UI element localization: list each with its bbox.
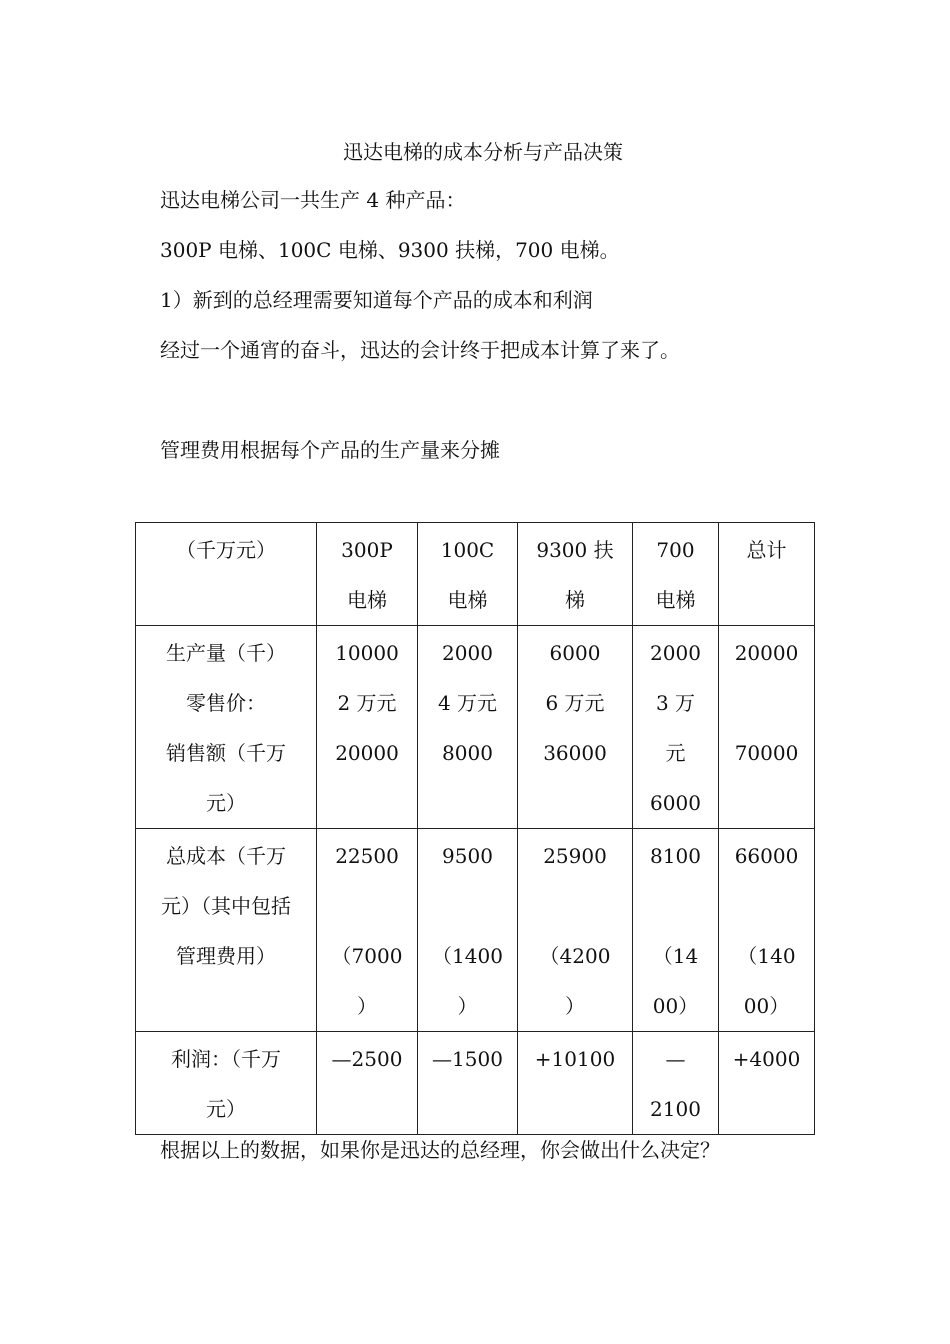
header-700-cell	[633, 523, 719, 626]
header-100c-cell	[418, 523, 518, 626]
cost-value: 00）	[652, 994, 699, 1018]
cost-300p-cell	[317, 829, 418, 1032]
table-header-row	[136, 523, 815, 626]
cost-100c-cell	[418, 829, 518, 1032]
header-total-line: 总计	[746, 538, 787, 562]
document-title: 迅达电梯的成本分析与产品决策	[343, 140, 623, 164]
sales-value: 6000	[650, 791, 701, 815]
sales-value: 3 万	[655, 691, 696, 715]
header-9300-line: 梯	[565, 588, 585, 612]
sales-value	[418, 778, 517, 828]
cost-value	[518, 881, 632, 931]
profit-label-line: 利润：（千万	[171, 1047, 281, 1071]
sales-value	[317, 778, 417, 828]
question-paragraph: 1）新到的总经理需要知道每个产品的成本和利润	[160, 288, 593, 312]
cost-value: 9500	[442, 844, 493, 868]
sales-value: 6 万元	[545, 691, 605, 715]
header-100c-line: 100C	[440, 538, 495, 562]
cost-value: 66000	[734, 844, 799, 868]
header-9300-line: 9300 扶	[536, 538, 614, 562]
sales-value: 元	[665, 741, 686, 765]
cost-value: （7000	[331, 944, 403, 968]
sales-value: 20000	[734, 641, 799, 665]
cost-value: ）	[565, 994, 585, 1018]
profit-value: —1500	[432, 1047, 503, 1071]
profit-row	[136, 1032, 815, 1135]
header-9300-cell	[518, 523, 633, 626]
cost-9300-cell	[518, 829, 633, 1032]
cost-value: （140	[737, 944, 796, 968]
cost-total-cell	[719, 829, 815, 1032]
header-300p-line: 300P	[341, 538, 393, 562]
cost-label-line: 管理费用）	[176, 944, 276, 968]
products-paragraph: 300P 电梯、100C 电梯、9300 扶梯，700 电梯。	[160, 238, 620, 262]
cost-value	[633, 881, 718, 931]
header-700-line: 700	[656, 538, 695, 562]
cost-label-line: 元）（其中包括	[161, 894, 291, 918]
cost-label-cell	[136, 829, 317, 1032]
sales-label-line: 元）	[206, 791, 246, 815]
profit-value	[719, 1084, 814, 1134]
profit-value: 2100	[650, 1097, 701, 1121]
cost-700-cell	[633, 829, 719, 1032]
sales-100c-cell	[418, 626, 518, 829]
cost-value: ）	[357, 994, 377, 1018]
sales-total-cell	[719, 626, 815, 829]
sales-value: 6000	[549, 641, 601, 665]
header-100c-line: 电梯	[447, 588, 488, 612]
sales-value: 8000	[442, 741, 493, 765]
cost-label-line	[136, 981, 316, 1031]
sales-label-line: 销售额（千万	[166, 741, 286, 765]
profit-value	[317, 1084, 417, 1134]
header-unit: （千万元）	[176, 538, 276, 562]
cost-row	[136, 829, 815, 1032]
sales-value: 2000	[442, 641, 493, 665]
header-300p-line: 电梯	[347, 588, 387, 612]
sales-value: 10000	[335, 641, 399, 665]
cost-value	[418, 881, 517, 931]
cost-value: ）	[457, 994, 478, 1018]
cost-value: （14	[652, 944, 699, 968]
cost-value: （4200	[539, 944, 611, 968]
sales-value	[719, 678, 814, 728]
sales-label-cell	[136, 626, 317, 829]
sales-value: 36000	[543, 741, 607, 765]
allocation-paragraph: 管理费用根据每个产品的生产量来分摊	[160, 438, 500, 462]
cost-value	[317, 881, 417, 931]
sales-row	[136, 626, 815, 829]
sales-value: 4 万元	[437, 691, 498, 715]
profit-100c-cell	[418, 1032, 518, 1135]
profit-300p-cell	[317, 1032, 418, 1135]
sales-value: 2 万元	[337, 691, 397, 715]
sales-9300-cell	[518, 626, 633, 829]
cost-value: 25900	[543, 844, 607, 868]
profit-700-cell	[633, 1032, 719, 1135]
sales-label-line: 零售价：	[186, 691, 266, 715]
sales-700-cell	[633, 626, 719, 829]
header-unit-cell	[136, 523, 317, 626]
header-700-line: 电梯	[655, 588, 696, 612]
sales-value	[719, 778, 814, 828]
cost-value	[719, 881, 814, 931]
profit-total-cell	[719, 1032, 815, 1135]
sales-value: 2000	[650, 641, 701, 665]
story-paragraph: 经过一个通宵的奋斗，迅达的会计终于把成本计算了来了。	[160, 338, 680, 362]
profit-value: —2500	[331, 1047, 403, 1071]
header-total-cell	[719, 523, 815, 626]
closing-question: 根据以上的数据，如果你是迅达的总经理，你会做出什么决定？	[160, 1138, 720, 1162]
profit-value	[518, 1084, 632, 1134]
profit-value: +10100	[534, 1047, 616, 1071]
header-300p-cell	[317, 523, 418, 626]
cost-value: （1400	[432, 944, 503, 968]
intro-paragraph: 迅达电梯公司一共生产 4 种产品：	[160, 188, 466, 212]
profit-value: —	[665, 1047, 686, 1071]
sales-value	[518, 778, 632, 828]
profit-label-line: 元）	[206, 1097, 246, 1121]
sales-300p-cell	[317, 626, 418, 829]
cost-label-line: 总成本（千万	[166, 844, 286, 868]
profit-9300-cell	[518, 1032, 633, 1135]
sales-value: 70000	[734, 741, 799, 765]
cost-value: 8100	[650, 844, 701, 868]
profit-value	[418, 1084, 517, 1134]
cost-value: 00）	[743, 994, 790, 1018]
cost-value: 22500	[335, 844, 399, 868]
sales-label-line: 生产量（千）	[166, 641, 286, 665]
sales-value: 20000	[335, 741, 399, 765]
profit-label-cell	[136, 1032, 317, 1135]
profit-value: +4000	[732, 1047, 801, 1071]
cost-table	[135, 522, 815, 1135]
